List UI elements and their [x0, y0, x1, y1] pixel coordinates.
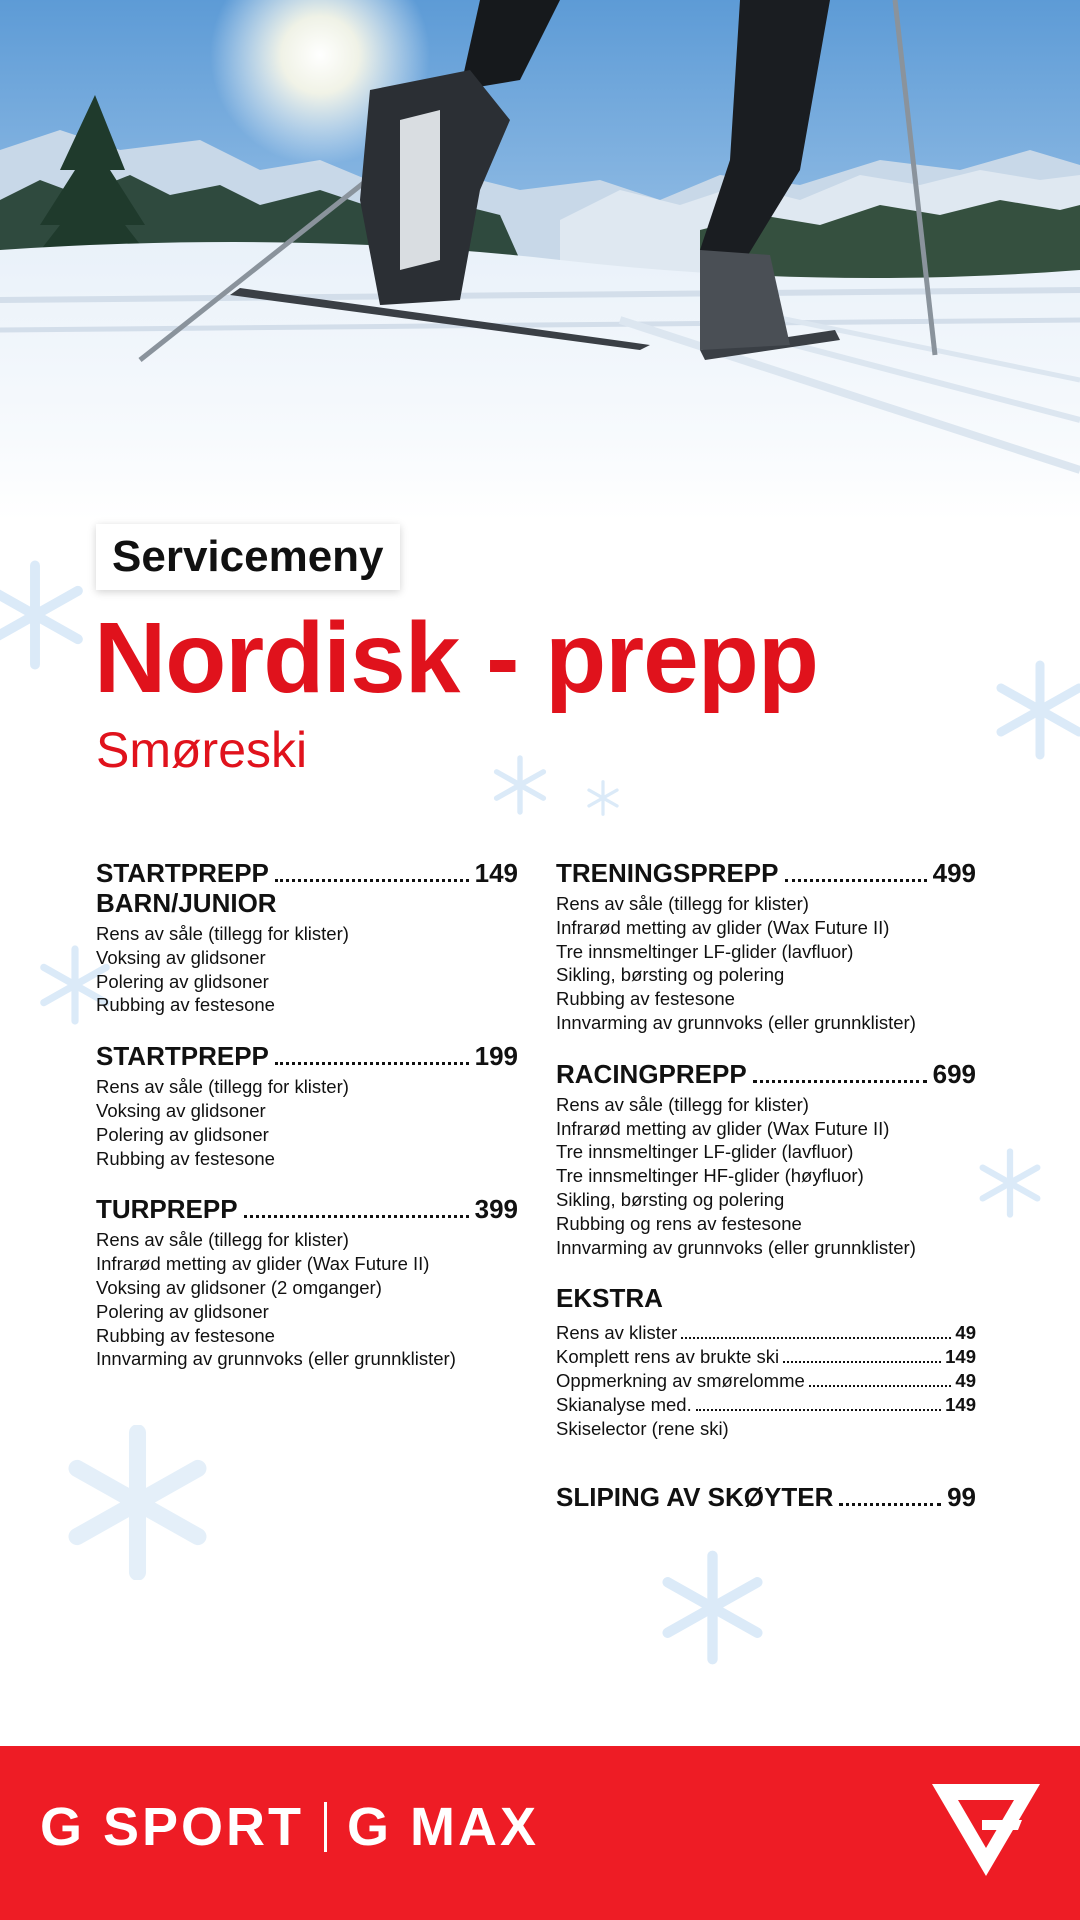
service-menu-label: Servicemeny: [112, 532, 384, 581]
list-item: Infrarød metting av glider (Wax Future II): [556, 1117, 890, 1139]
extra-row: [556, 1321, 976, 1345]
package-items: [556, 1093, 976, 1260]
brand-gmax: G MAX: [347, 1797, 540, 1857]
snowflake-icon: [0, 560, 90, 670]
package-header: [556, 1059, 976, 1089]
package-treningsprepp: [556, 858, 976, 1035]
list-item: Innvarming av grunnvoks (eller grunnklister): [556, 1236, 916, 1258]
list-item: Innvarming av grunnvoks (eller grunnklister): [556, 1011, 916, 1033]
extra-label: Komplett rens av brukte ski: [556, 1346, 780, 1368]
list-item: Rens av såle (tillegg for klister): [96, 1229, 349, 1251]
leader-dots: [809, 1385, 952, 1387]
ski-scene-illustration: [0, 0, 1080, 520]
page-subtitle: Smøreski: [96, 722, 308, 778]
extra-label: Skiselector (rene ski): [556, 1417, 729, 1439]
list-item: Rubbing av festesone: [96, 1324, 275, 1346]
list-item: Tre innsmeltinger HF-glider (høyfluor): [556, 1165, 864, 1187]
extra-row: [556, 1393, 976, 1417]
list-item: Rens av såle (tillegg for klister): [556, 1093, 809, 1115]
package-startprepp-junior: [96, 858, 518, 1017]
package-items: [556, 892, 976, 1035]
package-title: RACINGPREPP: [556, 1058, 747, 1089]
package-racingprepp: [556, 1059, 976, 1260]
list-item: Sikling, børsting og polering: [556, 1188, 785, 1210]
package-turprepp: [96, 1194, 518, 1371]
leader-dots: [785, 879, 927, 882]
package-header: [96, 858, 518, 888]
snowflake-icon: [655, 1550, 770, 1665]
list-item: Polering av glidsoner: [96, 1300, 269, 1322]
brand-divider: [324, 1802, 327, 1852]
list-item: Polering av glidsoner: [96, 1123, 269, 1145]
extra-price: 149: [945, 1393, 976, 1415]
package-price: 149: [474, 858, 518, 888]
package-title: TRENINGSPREPP: [556, 858, 779, 888]
extra-row: [556, 1369, 976, 1393]
brand-gsport: G SPORT: [40, 1797, 305, 1857]
leader-dots: [696, 1409, 941, 1411]
package-items: [96, 922, 518, 1017]
list-item: Voksing av glidsoner (2 omganger): [96, 1276, 382, 1298]
package-title: STARTPREPP: [96, 858, 269, 888]
extra-price: 149: [945, 1346, 976, 1368]
package-header: [556, 858, 976, 888]
left-column: [96, 858, 518, 1395]
leader-dots: [275, 1062, 469, 1065]
package-price: 399: [474, 1194, 518, 1225]
service-menu-tag: [96, 524, 400, 590]
snowflake-icon: [585, 780, 621, 816]
extra-title: EKSTRA: [556, 1283, 663, 1314]
snowflake-icon: [60, 1425, 215, 1580]
hero-image: [0, 0, 1080, 520]
extra-label: Skianalyse med.: [556, 1393, 692, 1415]
leader-dots: [681, 1337, 951, 1339]
list-item: Rubbing og rens av festesone: [556, 1212, 802, 1234]
skates-title: SLIPING AV SKØYTER: [556, 1482, 834, 1513]
list-item: Sikling, børsting og polering: [556, 964, 785, 986]
extra-label: Oppmerkning av smørelomme: [556, 1369, 805, 1391]
footer-bar: [0, 1746, 1080, 1920]
list-item: Rens av såle (tillegg for klister): [96, 1076, 349, 1098]
list-item: Infrarød metting av glider (Wax Future II): [96, 1253, 430, 1275]
list-item: Tre innsmeltinger LF-glider (lavfluor): [556, 940, 854, 962]
package-price: 499: [932, 858, 976, 888]
skates-row: [556, 1482, 976, 1512]
extra-items: [556, 1321, 976, 1440]
skates-price: 99: [947, 1482, 976, 1513]
leader-dots: [275, 879, 469, 882]
package-header: [96, 1041, 518, 1071]
snowflake-icon: [490, 755, 550, 815]
extra-price: 49: [955, 1322, 976, 1344]
right-column: [556, 858, 976, 1512]
extra-row: [556, 1345, 976, 1369]
package-items: [96, 1075, 518, 1170]
package-price: 199: [474, 1041, 518, 1072]
list-item: Voksing av glidsoner: [96, 1099, 266, 1121]
leader-dots: [839, 1503, 941, 1506]
gsport-logo-icon: [930, 1780, 1042, 1878]
brand-lockup: [40, 1796, 539, 1858]
snowflake-icon: [990, 660, 1080, 760]
package-title: TURPREPP: [96, 1194, 238, 1225]
extra-section: [556, 1283, 976, 1440]
list-item: Rens av såle (tillegg for klister): [96, 923, 349, 944]
package-price: 699: [932, 1058, 976, 1089]
extra-label: Rens av klister: [556, 1322, 678, 1344]
list-item: Tre innsmeltinger LF-glider (lavfluor): [556, 1141, 854, 1163]
package-header: [96, 1194, 518, 1224]
list-item: Rens av såle (tillegg for klister): [556, 893, 809, 914]
list-item: Rubbing av festesone: [96, 994, 275, 1016]
list-item: Voksing av glidsoner: [96, 946, 266, 968]
page-title: Nordisk - prepp: [94, 602, 818, 714]
package-title: STARTPREPP: [96, 1041, 269, 1072]
list-item: Rubbing av festesone: [556, 988, 735, 1010]
snowflake-icon: [975, 1148, 1045, 1218]
list-item: Polering av glidsoner: [96, 970, 269, 992]
package-subtitle: BARN/JUNIOR: [96, 888, 277, 918]
extra-price: 49: [955, 1369, 976, 1391]
list-item: Infrarød metting av glider (Wax Future II): [556, 916, 890, 938]
package-startprepp: [96, 1041, 518, 1170]
leader-dots: [783, 1361, 941, 1363]
leader-dots: [244, 1215, 469, 1218]
list-item: Innvarming av grunnvoks (eller grunnklister): [96, 1348, 456, 1370]
leader-dots: [753, 1080, 927, 1083]
package-items: [96, 1228, 518, 1371]
list-item: Rubbing av festesone: [96, 1147, 275, 1169]
